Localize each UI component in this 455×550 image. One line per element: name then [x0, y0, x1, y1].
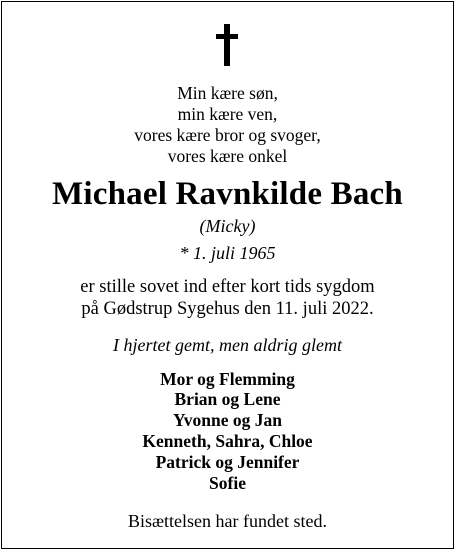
- signature-line: Sofie: [209, 473, 246, 493]
- signature-line: Yvonne og Jan: [173, 410, 282, 430]
- signature-line: Patrick og Jennifer: [155, 452, 300, 472]
- deceased-name: Michael Ravnkilde Bach: [52, 176, 403, 212]
- latin-cross-icon: [214, 24, 240, 66]
- intro-line: Min kære søn,: [177, 83, 278, 103]
- motto: I hjertet gemt, men aldrig glemt: [113, 335, 342, 355]
- intro-line: vores kære bror og svoger,: [134, 125, 321, 145]
- intro-line: vores kære onkel: [167, 146, 288, 166]
- signature-line: Mor og Flemming: [160, 369, 295, 389]
- birth-date: * 1. juli 1965: [179, 243, 276, 263]
- funeral-note: Bisættelsen har fundet sted.: [128, 511, 327, 531]
- message-line: er stille sovet ind efter kort tids sygdom: [80, 277, 375, 297]
- intro-line: min kære ven,: [177, 104, 278, 124]
- message-line: på Gødstrup Sygehus den 11. juli 2022.: [81, 299, 374, 319]
- nickname: (Micky): [199, 216, 256, 236]
- signature-line: Kenneth, Sahra, Chloe: [142, 431, 313, 451]
- signature-line: Brian og Lene: [174, 389, 281, 409]
